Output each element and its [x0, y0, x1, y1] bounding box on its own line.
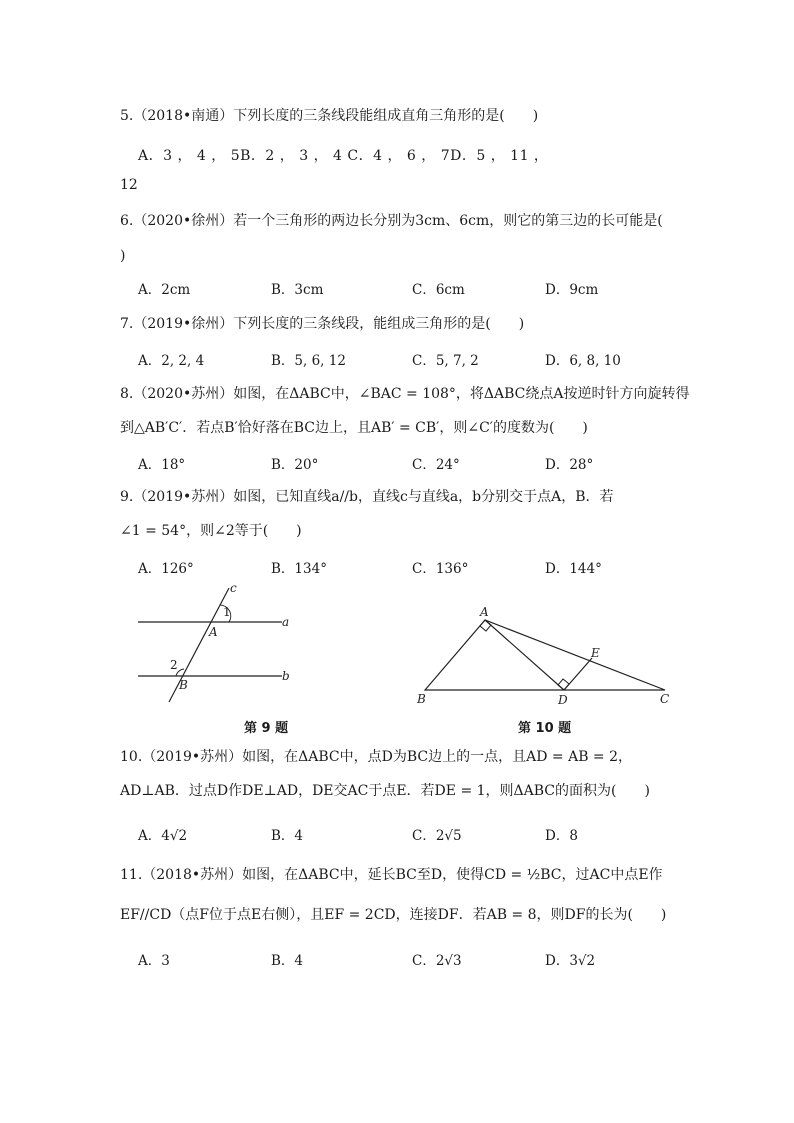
- q6-stem-line2: ): [120, 248, 126, 264]
- q11-stem-line2: EF//CD（点F位于点E右侧），且EF = 2CD，连接DF．若AB = 8，则DF的长为( ): [120, 907, 667, 923]
- figure-10: [408, 598, 678, 710]
- q9-stem-line2: ∠1 = 54°，则∠2等于( ): [120, 523, 302, 539]
- q8-option-d: D．28°: [545, 457, 594, 473]
- q7-option-c: C．5, 7, 2: [412, 353, 479, 369]
- q6-option-c: C．6cm: [412, 282, 465, 298]
- q8-stem-line1: 8.（2020•苏州）如图，在ΔABC中，∠BAC = 108°，将ΔABC绕点A按逆时针方向旋转得: [120, 386, 690, 402]
- figure-10-caption: 第 10 题: [518, 721, 572, 736]
- q11-option-c: C．2√3: [412, 953, 462, 969]
- q6-option-b: B．3cm: [271, 282, 324, 298]
- label-angle-2: 2: [170, 658, 178, 672]
- q7-option-b: B．5, 6, 12: [271, 353, 346, 369]
- q6-option-d: D．9cm: [545, 282, 599, 298]
- figure-9-caption: 第 9 题: [244, 721, 289, 736]
- q8-stem-line2: 到△AB′C′．若点B′恰好落在BC边上，且AB′ = CB′，则∠C′的度数为( ): [120, 420, 588, 436]
- q9-option-d: D．144°: [545, 561, 602, 577]
- right-angle-d: [558, 679, 569, 690]
- q7-option-a: A．2, 2, 4: [138, 353, 205, 369]
- q10-option-c: C．2√5: [412, 828, 462, 844]
- q5-options-wrap: 12: [120, 177, 138, 193]
- q10-option-d: D．8: [545, 828, 578, 844]
- label-point-d: D: [558, 693, 568, 707]
- q10-stem-line2: AD⊥AB．过点D作DE⊥AD，DE交AC于点E．若DE = 1，则ΔABC的面积为( ): [120, 783, 650, 799]
- label-point-c: C: [660, 692, 670, 706]
- label-angle-1: 1: [223, 605, 231, 619]
- q6-option-a: A．2cm: [138, 282, 191, 298]
- q11-option-a: A．3: [138, 953, 170, 969]
- q9-option-a: A．126°: [138, 561, 194, 577]
- q11-option-b: B．4: [271, 953, 304, 969]
- label-point-e: E: [591, 646, 600, 660]
- label-point-b: B: [417, 692, 426, 706]
- q10-stem-line1: 10.（2019•苏州）如图，在ΔABC中，点D为BC边上的一点，且AD = AB = 2，: [120, 749, 633, 765]
- q5-stem: 5.（2018•南通）下列长度的三条线段能组成直角三角形的是( ): [120, 108, 539, 124]
- q7-option-d: D．6, 8, 10: [545, 353, 621, 369]
- q9-option-b: B．134°: [271, 561, 327, 577]
- label-a: a: [282, 615, 290, 629]
- label-point-a: A: [480, 605, 489, 619]
- q7-stem: 7.（2019•徐州）下列长度的三条线段，能组成三角形的是( ): [120, 316, 525, 332]
- segment-ad: [485, 620, 564, 690]
- q8-option-b: B．20°: [271, 457, 319, 473]
- label-point-a: A: [209, 625, 218, 639]
- q8-option-a: A．18°: [138, 457, 186, 473]
- q11-option-d: D．3√2: [545, 953, 596, 969]
- q6-stem-line1: 6.（2020•徐州）若一个三角形的两边长分别为3cm、6cm，则它的第三边的长可能是(: [120, 213, 663, 229]
- q11-stem-line1: 11.（2018•苏州）如图，在ΔABC中，延长BC至D，使得CD = ½BC，过AC中点E作: [120, 867, 663, 883]
- label-c: c: [230, 582, 237, 595]
- figure-9: [130, 582, 310, 712]
- q9-option-c: C．136°: [412, 561, 469, 577]
- q5-options: A．3 ， 4 ， 5B．2 ， 3 ， 4 C．4 ， 6 ， 7D．5 ， 11 ，: [138, 148, 549, 164]
- q10-option-b: B．4: [271, 828, 304, 844]
- q9-stem-line1: 9.（2019•苏州）如图，已知直线a//b，直线c与直线a，b分别交于点A，B．若: [120, 489, 614, 505]
- triangle-abc: [425, 620, 665, 690]
- label-point-b: B: [179, 678, 188, 692]
- q10-option-a: A．4√2: [138, 828, 188, 844]
- q8-option-c: C．24°: [412, 457, 460, 473]
- label-b: b: [282, 669, 290, 683]
